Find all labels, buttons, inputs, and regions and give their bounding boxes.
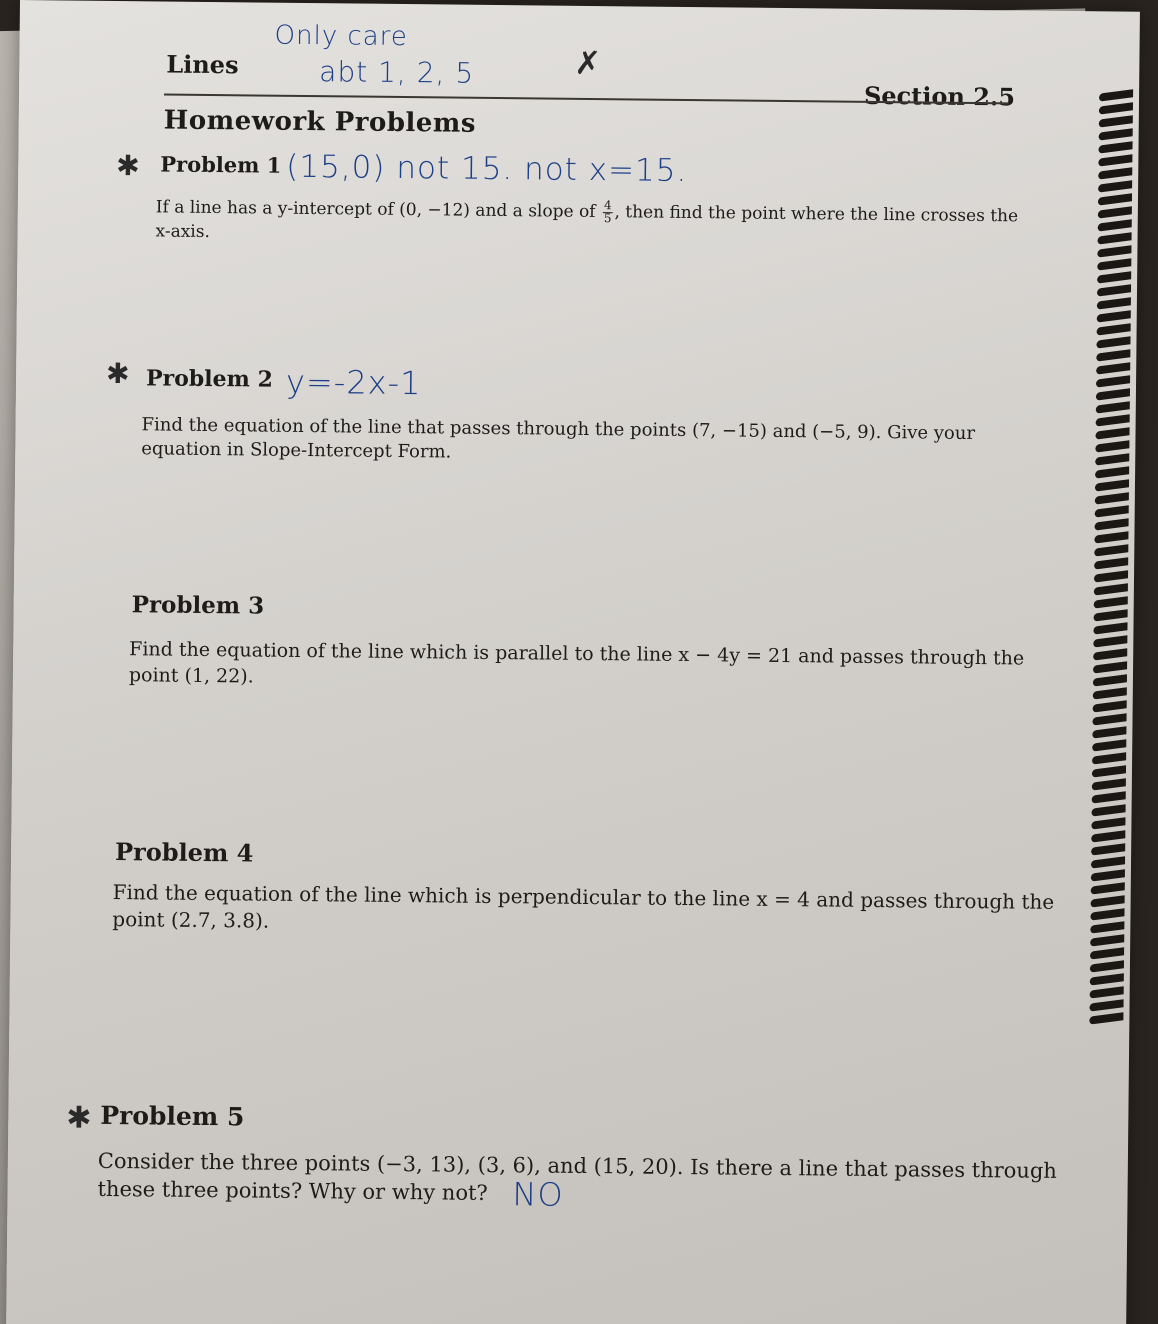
spiral-coil [1098, 193, 1132, 205]
spiral-coil [1099, 89, 1133, 101]
spiral-coil [1098, 180, 1132, 192]
spiral-coil [1094, 544, 1128, 556]
spiral-coil [1095, 453, 1129, 465]
spiral-coil [1093, 700, 1127, 712]
star-mark-icon: ✗ [574, 43, 602, 83]
spiral-coil [1095, 427, 1129, 439]
problem-4-text: Find the equation of the line which is perpendicular to the line x = 4 and passes through the point (2.7, 3.8). [112, 880, 1055, 933]
problem-5-title: Problem 5 [100, 1100, 245, 1132]
spiral-coil [1097, 245, 1131, 257]
handwritten-answer-p2: y=-2x-1 [285, 362, 422, 403]
spiral-coil [1098, 154, 1132, 166]
chapter-title: Lines [166, 49, 239, 80]
slope-denominator: 5 [603, 211, 612, 226]
star-mark-icon: ✱ [116, 149, 140, 183]
spiral-coil [1096, 362, 1130, 374]
spiral-coil [1091, 843, 1125, 855]
page-title: Homework Problems [163, 105, 477, 139]
spiral-coil [1096, 414, 1130, 426]
spiral-coil [1097, 271, 1131, 283]
handwritten-answer-p1: (15,0) not 15. not x=15. [286, 148, 688, 189]
spiral-coil [1099, 102, 1133, 114]
spiral-coil [1090, 947, 1124, 959]
spiral-coil [1094, 583, 1128, 595]
spiral-coil [1091, 869, 1125, 881]
section-label: Section 2.5 [863, 80, 1016, 112]
spiral-coil [1092, 739, 1126, 751]
handwritten-answer-p5: NO [512, 1175, 564, 1214]
spiral-coil [1094, 596, 1128, 608]
spiral-coil [1095, 479, 1129, 491]
spiral-coil [1097, 310, 1131, 322]
problem-2-title: Problem 2 [145, 365, 273, 393]
spiral-coil [1090, 934, 1124, 946]
slope-fraction [603, 200, 613, 225]
spiral-coil [1096, 388, 1130, 400]
spiral-coil [1097, 297, 1131, 309]
spiral-coil [1090, 960, 1124, 972]
spiral-coil [1095, 492, 1129, 504]
spiral-coil [1093, 674, 1127, 686]
spiral-coil [1099, 115, 1133, 127]
spiral-coil [1093, 622, 1127, 634]
spiral-coil [1096, 349, 1130, 361]
spiral-coil [1093, 635, 1127, 647]
spiral-coil [1091, 895, 1125, 907]
spiral-coil [1092, 791, 1126, 803]
spiral-coil [1097, 323, 1131, 335]
spiral-coil [1092, 752, 1126, 764]
spiral-coil [1092, 765, 1126, 777]
slope-numerator: 4 [603, 198, 612, 213]
problem-3-text: Find the equation of the line which is parallel to the line x − 4y = 21 and passes through the point (1, 22). [128, 638, 1025, 688]
problem-5-text: Consider the three points (−3, 13), (3, 6), and (15, 20). Is there a line that passes through these three points? Why or why not? [97, 1148, 1057, 1206]
spiral-coil [1095, 440, 1129, 452]
spiral-coil [1094, 531, 1128, 543]
problem-1-text-part1: If a line has a y-intercept of (0, −12) and a slope of [155, 197, 596, 222]
handwritten-note-line2: abt 1, 2, 5 [319, 55, 475, 90]
spiral-coil [1090, 973, 1124, 985]
spiral-coil [1096, 375, 1130, 387]
spiral-coil [1090, 908, 1124, 920]
spiral-coil [1089, 1012, 1123, 1024]
spiral-coil [1096, 336, 1130, 348]
spiral-coil [1094, 570, 1128, 582]
spiral-coil [1093, 661, 1127, 673]
spiral-binding [1089, 91, 1139, 1091]
spiral-coil [1098, 219, 1132, 231]
problem-1-text [155, 195, 1025, 252]
spiral-coil [1097, 232, 1131, 244]
homework-page [6, 0, 1140, 1324]
spiral-coil [1090, 921, 1124, 933]
problem-1-text-part2: , then find the point where the line crosses the x-axis. [155, 202, 1019, 242]
spiral-coil [1092, 804, 1126, 816]
spiral-coil [1089, 999, 1123, 1011]
spiral-coil [1093, 687, 1127, 699]
spiral-coil [1091, 856, 1125, 868]
spiral-coil [1093, 648, 1127, 660]
spiral-coil [1098, 141, 1132, 153]
spiral-coil [1090, 986, 1124, 998]
spiral-coil [1091, 817, 1125, 829]
spiral-coil [1095, 505, 1129, 517]
spiral-coil [1097, 258, 1131, 270]
star-mark-icon: ✱ [105, 356, 130, 391]
spiral-coil [1095, 466, 1129, 478]
spiral-coil [1094, 609, 1128, 621]
handwritten-note-line1: Only care [274, 20, 408, 53]
spiral-coil [1094, 557, 1128, 569]
spiral-coil [1091, 830, 1125, 842]
problem-1-title: Problem 1 [160, 151, 282, 178]
spiral-coil [1095, 518, 1129, 530]
spiral-coil [1092, 778, 1126, 790]
spiral-coil [1098, 167, 1132, 179]
problem-2-text: Find the equation of the line that passes through the points (7, −15) and (−5, 9). Give your equation in Slope-Intercept Form. [141, 414, 976, 463]
problem-3-title: Problem 3 [131, 591, 265, 620]
spiral-coil [1096, 401, 1130, 413]
spiral-coil [1099, 128, 1133, 140]
spiral-coil [1098, 206, 1132, 218]
spiral-coil [1097, 284, 1131, 296]
star-mark-icon: ✱ [66, 1100, 92, 1136]
spiral-coil [1091, 882, 1125, 894]
problem-4-title: Problem 4 [114, 837, 254, 868]
spiral-coil [1092, 726, 1126, 738]
spiral-coil [1092, 713, 1126, 725]
